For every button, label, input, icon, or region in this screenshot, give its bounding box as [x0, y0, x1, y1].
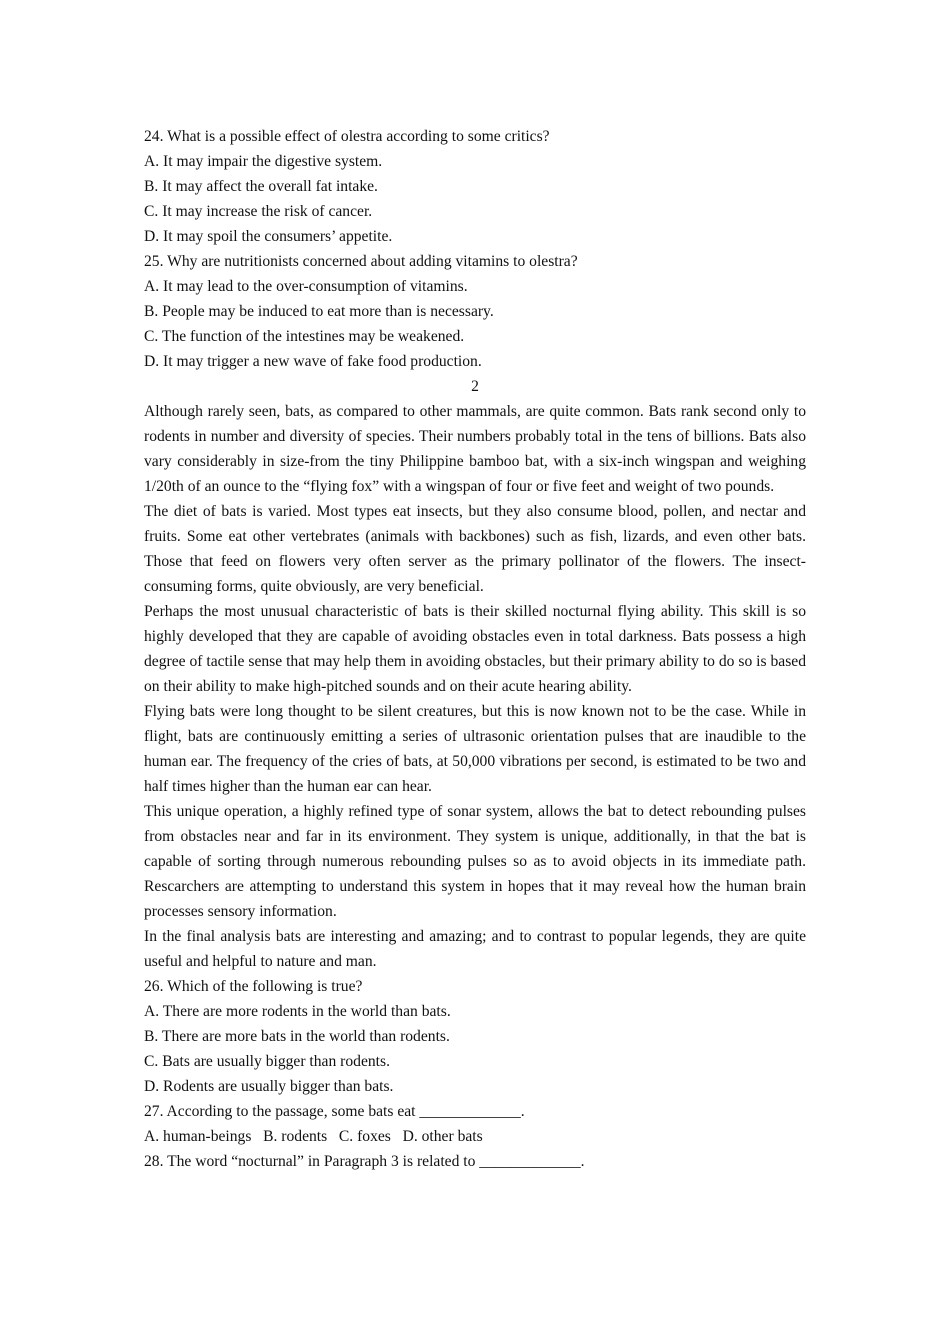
- document-page: [144, 124, 806, 1174]
- q26-option-a: A. There are more rodents in the world than bats.: [144, 1003, 451, 1020]
- q25-option-c: C. The function of the intestines may be weakened.: [144, 328, 465, 345]
- passage-paragraph-4: Flying bats were long thought to be silent creatures, but this is now known not to be the case. While in flight, bats are continuously emitting a series of ultrasonic orientation pulses that are inaudible to the human ear. The frequency of the cries of bats, at 50,000 vibrations per second, is estimated to be two and half times higher than the human ear can hear.: [144, 703, 806, 795]
- question-28: 28. The word “nocturnal” in Paragraph 3 is related to _____________.: [144, 1153, 585, 1170]
- passage-paragraph-6: In the final analysis bats are interesting and amazing; and to contrast to popular legends, they are quite useful and helpful to nature and man.: [144, 928, 806, 970]
- question-24: 24. What is a possible effect of olestra according to some critics?: [144, 128, 550, 145]
- q26-option-d: D. Rodents are usually bigger than bats.: [144, 1078, 394, 1095]
- section-number: 2: [471, 378, 479, 395]
- q26-option-b: B. There are more bats in the world than rodents.: [144, 1028, 450, 1045]
- question-27: 27. According to the passage, some bats eat _____________.: [144, 1103, 525, 1120]
- question-25: 25. Why are nutritionists concerned about adding vitamins to olestra?: [144, 253, 578, 270]
- passage-paragraph-1: Although rarely seen, bats, as compared to other mammals, are quite common. Bats rank second only to rodents in number and diversity of species. Their numbers probably total in the tens of billions. Bats also vary considerably in size-from the tiny Philippine bamboo bat, with a six-inch wingspan and weighing 1/20th of an ounce to the “flying fox” with a wingspan of four or five feet and weight of two pounds.: [144, 403, 806, 495]
- passage-paragraph-3: Perhaps the most unusual characteristic of bats is their skilled nocturnal flying ability. This skill is so highly developed that they are capable of avoiding obstacles even in total darkness. Bats possess a high degree of tactile sense that may help them in avoiding obstacles, but their primary ability to do so is based on their ability to make high-pitched sounds and on their acute hearing ability.: [144, 603, 806, 695]
- q24-option-b: B. It may affect the overall fat intake.: [144, 178, 378, 195]
- q25-option-b: B. People may be induced to eat more than is necessary.: [144, 303, 494, 320]
- q24-option-a: A. It may impair the digestive system.: [144, 153, 383, 170]
- q24-option-c: C. It may increase the risk of cancer.: [144, 203, 373, 220]
- question-26: 26. Which of the following is true?: [144, 978, 363, 995]
- q25-option-a: A. It may lead to the over-consumption of vitamins.: [144, 278, 468, 295]
- passage-paragraph-2: The diet of bats is varied. Most types eat insects, but they also consume blood, pollen, and nectar and fruits. Some eat other vertebrates (animals with backbones) such as fish, lizards, and even other bats. Those that feed on flowers very often server as the primary pollinator of the flowers. The insect-consuming forms, quite obviously, are very beneficial.: [144, 503, 806, 595]
- q25-option-d: D. It may trigger a new wave of fake food production.: [144, 353, 482, 370]
- q27-options: A. human-beings B. rodents C. foxes D. other bats: [144, 1128, 483, 1145]
- q26-option-c: C. Bats are usually bigger than rodents.: [144, 1053, 390, 1070]
- q24-option-d: D. It may spoil the consumers’ appetite.: [144, 228, 393, 245]
- passage-paragraph-5: This unique operation, a highly refined type of sonar system, allows the bat to detect rebounding pulses from obstacles near and far in its environment. They system is unique, additionally, in that the bat is capable of sorting through numerous rebounding pulses so as to avoid objects in its immediate path. Rescarchers are attempting to understand this system in hopes that it may reveal how the human brain processes sensory information.: [144, 803, 806, 920]
